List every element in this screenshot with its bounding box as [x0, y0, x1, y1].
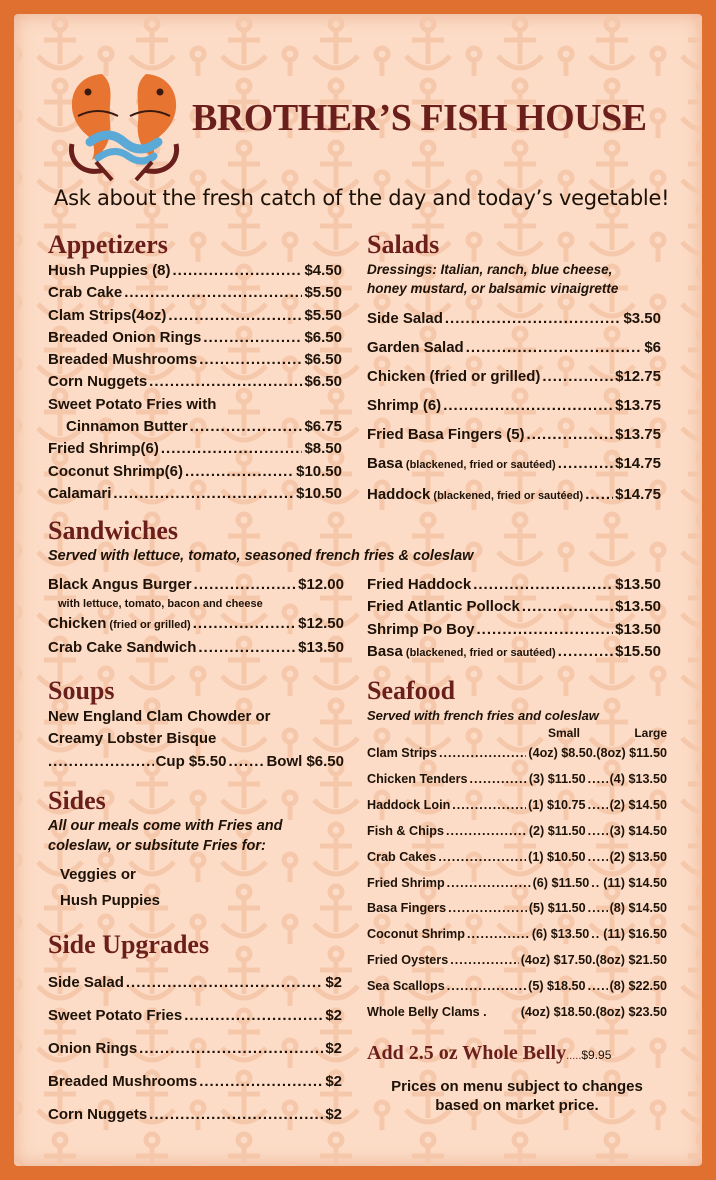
add-on-dots: .....: [566, 1049, 582, 1062]
note-line: Prices on menu subject to changes: [391, 1077, 643, 1095]
menu-item: Fried Basa Fingers (5) ..... $13.75: [367, 420, 661, 449]
sandwiches-left: [48, 574, 344, 659]
menu-item: Crab Cakes ..... (1) $10.50 ..... (2) $13.50: [367, 845, 667, 871]
appetizers-section: [48, 230, 342, 505]
menu-item: Crab Cake Sandwich ..... $13.50: [48, 637, 344, 659]
menu-item: Onion Rings ..... $2: [48, 1032, 342, 1065]
sandwiches-header: [48, 516, 668, 566]
menu-item: Crab Cake ..... $5.50: [48, 282, 342, 304]
restaurant-name: BROTHER’S FISH HOUSE: [192, 97, 647, 139]
menu-item: Corn Nuggets ..... $2: [48, 1098, 342, 1131]
menu-item: Calamari ..... $10.50: [48, 483, 342, 505]
side-upgrades-title: Side Upgrades: [48, 930, 210, 959]
menu-item: Fried Haddock ..... $13.50: [367, 574, 661, 596]
large-label: Large: [634, 726, 667, 740]
menu-item: Basa (blackened, fried or sautéed) ..... $14.75: [367, 449, 661, 480]
small-label: Small: [548, 726, 581, 740]
menu-item: Breaded Mushrooms ..... $2: [48, 1065, 342, 1098]
menu-item: Breaded Onion Rings ..... $6.50: [48, 327, 342, 349]
soups-section: [48, 676, 344, 773]
menu-item: Haddock (blackened, fried or sautéed) ..... $14.75: [367, 480, 661, 511]
side-upgrades-section: [48, 930, 342, 1131]
add-on-price: $9.95: [581, 1047, 612, 1062]
menu-item: Coconut Shrimp ..... (6) $13.50 ..... (11) $16.50: [367, 922, 667, 948]
dressings-text: honey mustard, or balsamic vinaigrette: [367, 281, 619, 296]
seafood-title: Seafood: [367, 676, 456, 705]
menu-item: Fried Shrimp(6) ..... $8.50: [48, 438, 342, 460]
appetizers-title: Appetizers: [48, 230, 168, 259]
soups-title: Soups: [48, 676, 115, 705]
sandwiches-title: Sandwiches: [48, 516, 179, 545]
menu-item: Cinnamon Butter ..... $6.75: [48, 416, 342, 438]
side-option: Hush Puppies: [60, 892, 161, 909]
menu-page: [14, 14, 702, 1166]
menu-item: Chicken (fried or grilled) ..... $12.75: [367, 362, 661, 391]
menu-item: Breaded Mushrooms ..... $6.50: [48, 349, 342, 371]
menu-item: Sweet Potato Fries ..... $2: [48, 999, 342, 1032]
salads-title: Salads: [367, 230, 440, 259]
menu-item: Corn Nuggets ..... $6.50: [48, 371, 342, 393]
menu-item: Fried Shrimp ..... (6) $11.50 ..... (11) $14.50: [367, 871, 667, 897]
menu-item: Side Salad ..... $3.50: [367, 304, 661, 333]
soup-text: New England Clam Chowder or: [48, 708, 271, 725]
sides-desc: All our meals come with Fries and: [48, 818, 283, 834]
menu-item: Shrimp Po Boy ..... $13.50: [367, 619, 661, 641]
sandwiches-right: [367, 574, 661, 664]
menu-item: Fish & Chips ..... (2) $11.50 ..... (3) $14.50: [367, 819, 667, 845]
sandwiches-subtitle: Served with lettuce, tomato, seasoned french fries & coleslaw: [48, 548, 474, 564]
note-line: based on market price.: [435, 1096, 599, 1114]
soup-text: Creamy Lobster Bisque: [48, 730, 217, 748]
sides-desc: coleslaw, or subsitute Fries for:: [48, 838, 266, 854]
menu-item: Sweet Potato Fries with: [48, 395, 217, 413]
add-on-text: Add 2.5 oz Whole Belly: [367, 1041, 567, 1064]
salads-section: [367, 230, 661, 511]
menu-item: Fried Oysters ..... (4oz) $17.50. (8oz) $21.50: [367, 948, 667, 974]
sides-section: [48, 786, 344, 914]
menu-item: Coconut Shrimp(6) ..... $10.50: [48, 461, 342, 483]
menu-item: Chicken Tenders ..... (3) $11.50 ..... (4) $13.50: [367, 767, 667, 793]
menu-item: Haddock Loin ..... (1) $10.75 ..... (2) $14.50: [367, 793, 667, 819]
size-header: [367, 726, 667, 741]
menu-item: Clam Strips ..... (4oz) $8.50. (8oz) $11.50: [367, 741, 667, 767]
menu-item: ..... Cup $5.50 ..... Bowl $6.50: [48, 751, 344, 773]
seafood-subtitle: Served with french fries and coleslaw: [367, 708, 599, 723]
add-on-line: [367, 1042, 667, 1065]
menu-item: Basa (blackened, fried or sautéed) ..... $15.50: [367, 641, 661, 664]
tagline: Ask about the fresh catch of the day and today’s vegetable!: [54, 186, 670, 210]
menu-item: Hush Puppies (8) ..... $4.50: [48, 260, 342, 282]
side-option: Veggies or: [60, 866, 136, 883]
menu-item: Shrimp (6) ..... $13.75: [367, 391, 661, 420]
menu-item: Chicken (fried or grilled) ..... $12.50: [48, 613, 344, 636]
menu-item: Clam Strips(4oz) ..... $5.50: [48, 305, 342, 327]
menu-item: Sea Scallops ..... (5) $18.50 ..... (8) $22.50: [367, 974, 667, 1000]
menu-item: Basa Fingers ..... (5) $11.50 ..... (8) $14.50: [367, 896, 667, 922]
menu-item: Side Salad ..... $2: [48, 966, 342, 999]
menu-item: Garden Salad ..... $6: [367, 333, 661, 362]
menu-item: Whole Belly Clams . (4oz) $18.50. (8oz) $23.50: [367, 1005, 667, 1020]
market-price-note: [367, 1077, 667, 1115]
seafood-section: [367, 676, 667, 1115]
fish-logo-icon: [58, 66, 190, 182]
sides-title: Sides: [48, 786, 106, 815]
menu-item: Black Angus Burger ..... $12.00: [48, 574, 344, 596]
dressings-text: Dressings: Italian, ranch, blue cheese,: [367, 262, 613, 277]
menu-item: Fried Atlantic Pollock ..... $13.50: [367, 596, 661, 618]
burger-note: with lettuce, tomato, bacon and cheese: [58, 598, 263, 611]
